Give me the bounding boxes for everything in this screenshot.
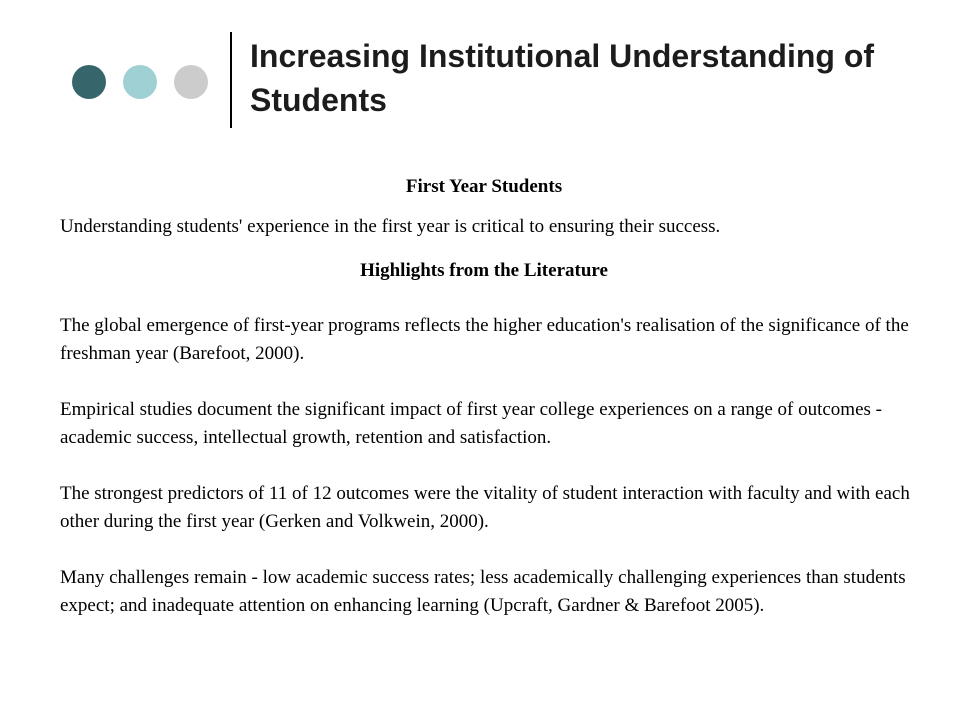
- paragraph: The global emergence of first-year programs reflects the higher education's realisation of the significance of the freshman year (Barefoot, 2000).: [60, 315, 909, 364]
- slide-title: Increasing Institutional Understanding of Students: [250, 38, 875, 118]
- section-subheading: Highlights from the Literature: [360, 260, 608, 281]
- dot-light-teal: [123, 65, 157, 99]
- paragraph: The strongest predictors of 11 of 12 outcomes were the vitality of student interaction with faculty and with each other during the first year (Gerken and Volkwein, 2000).: [60, 483, 910, 532]
- dot-dark-teal: [72, 65, 106, 99]
- dot-gray: [174, 65, 208, 99]
- slide-content: [60, 174, 920, 620]
- section-heading: First Year Students: [405, 176, 563, 197]
- decorative-dots: [72, 65, 212, 101]
- title-divider: [230, 32, 232, 128]
- intro-text: Understanding students' experience in the first year is critical to ensuring their success.: [60, 216, 721, 237]
- paragraph: Empirical studies document the significant impact of first year college experiences on a range of outcomes - academic success, intellectual growth, retention and satisfaction.: [60, 399, 882, 448]
- paragraph: Many challenges remain - low academic success rates; less academically challenging experiences than students expect; and inadequate attention on enhancing learning (Upcraft, Gardner & Barefoot 2005).: [60, 567, 906, 616]
